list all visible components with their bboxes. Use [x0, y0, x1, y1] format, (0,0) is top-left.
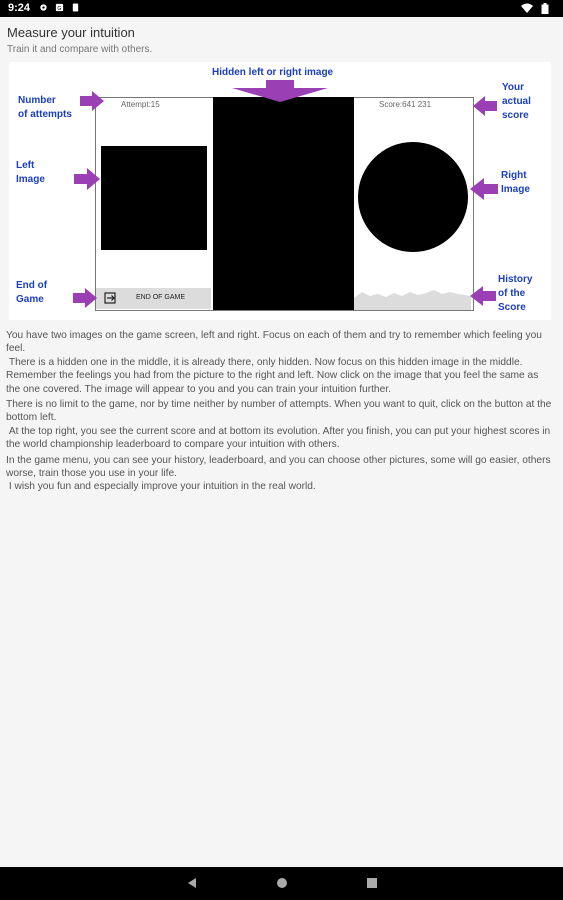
callout-end-game: End of Game — [16, 280, 48, 305]
callout-left-image: Left Image — [16, 160, 45, 185]
back-icon[interactable] — [186, 877, 198, 889]
hidden-image — [213, 97, 354, 310]
navigation-bar — [0, 867, 563, 900]
svg-text:G: G — [57, 5, 62, 12]
callout-hidden: Hidden left or right image — [212, 67, 334, 78]
callout-attempts: Number of attempts — [18, 95, 72, 120]
callout-score: Your actual score — [502, 82, 531, 121]
arrow-right-icon — [80, 91, 104, 111]
arrow-left-icon — [470, 178, 498, 200]
score-history-graph — [354, 280, 471, 310]
arrow-down-icon — [232, 80, 328, 102]
end-of-game-label: END OF GAME — [136, 294, 186, 301]
status-time: 9:24 — [8, 2, 31, 14]
description-paragraph: There is no limit to the game, nor by time neither by number of attempts. When you want to quit, click on the button at the bottom left. At the top right, you see the current score and at bottom its evolution. After you finish, you can put your highest scores in the world championship leaderboard to compare your intuition with others. — [6, 399, 552, 451]
notification-icon — [55, 3, 64, 12]
callout-history: History of the Score — [498, 274, 533, 313]
notification-icon — [71, 3, 80, 12]
attempt-counter: Attempt:15 — [121, 100, 160, 109]
arrow-right-icon — [73, 288, 97, 308]
score-display: Score:641 231 — [379, 100, 432, 109]
description-paragraph: In the game menu, you can see your history, leaderboard, and you can choose other pictures, some will go easier, others worse, train those you use in your life. I wish you fun and especially improve your intuition in the real world. — [6, 454, 551, 493]
callout-right-image: Right Image — [501, 170, 530, 195]
settings-icon — [39, 3, 48, 12]
wifi-icon — [521, 3, 533, 13]
status-bar — [0, 0, 563, 17]
battery-icon — [541, 3, 549, 14]
arrow-right-icon — [74, 168, 100, 190]
exit-icon — [104, 292, 118, 304]
home-icon[interactable] — [276, 877, 288, 889]
arrow-left-icon — [473, 96, 497, 116]
page-title: Measure your intuition — [7, 25, 135, 40]
left-image — [101, 146, 207, 250]
end-of-game-button — [96, 288, 211, 309]
recents-icon[interactable] — [366, 877, 378, 889]
arrow-left-icon — [470, 286, 496, 306]
description-paragraph: You have two images on the game screen, left and right. Focus on each of them and try to remember which feeling you feel. There is a hidden one in the middle, it is already there, only hidden. Now focus on this hidden image in the middle. Remember the feelings you had from the picture to the right and left. Now click on the image that you feel the same as the one covered. The image will appear to you and you can train your intuition further. — [6, 330, 542, 395]
description-text — [6, 329, 553, 496]
right-image — [358, 142, 468, 252]
page-subtitle: Train it and compare with others. — [7, 44, 153, 55]
